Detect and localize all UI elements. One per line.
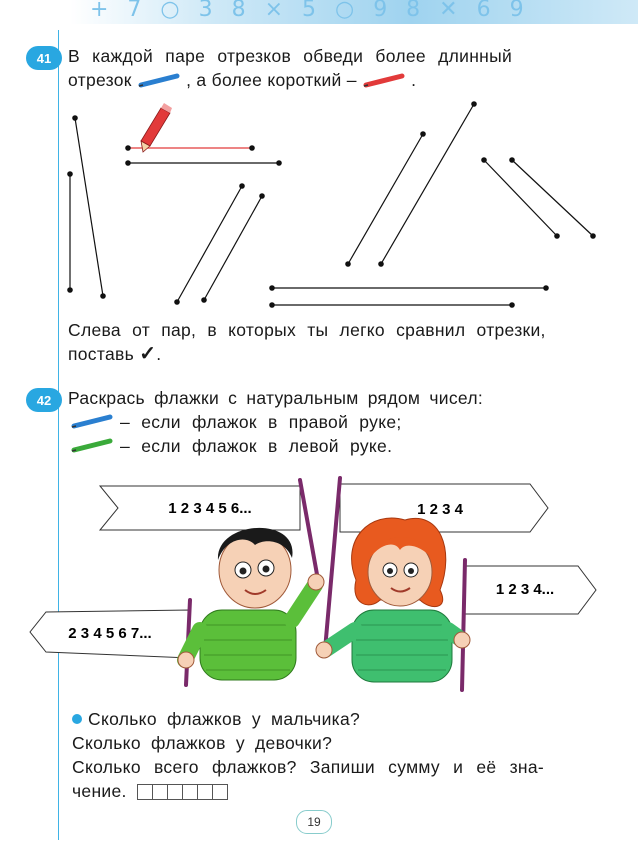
task-number-41: 41 bbox=[26, 46, 62, 70]
task-number-42: 42 bbox=[26, 388, 62, 412]
task42-line3: – если флажок в левой руке. bbox=[120, 436, 393, 456]
flag-4-label: 2 3 4 5 6 7... bbox=[68, 625, 152, 642]
task42-line1: Раскрась флажки с натуральным рядом чисел: bbox=[68, 388, 484, 408]
girl-illustration bbox=[316, 518, 470, 682]
task41-after2-b: . bbox=[156, 344, 162, 364]
page-number: 19 bbox=[296, 810, 332, 834]
task41-after2-a: поставь bbox=[68, 344, 135, 364]
segment-pair-diagonal-middle bbox=[346, 102, 476, 266]
question-1-text: Сколько флажков у мальчика? bbox=[88, 709, 361, 729]
question-4 bbox=[72, 779, 228, 806]
task41-after2 bbox=[68, 342, 161, 366]
flag-2-label: 1 2 3 4 bbox=[417, 501, 463, 518]
flags-illustration bbox=[0, 460, 638, 700]
bullet-icon bbox=[72, 714, 82, 724]
flag-1 bbox=[100, 486, 300, 530]
segment-pair-diagonal-right bbox=[482, 158, 595, 238]
question-1 bbox=[72, 707, 360, 731]
task41-line2-c: . bbox=[411, 70, 417, 90]
green-pencil-icon bbox=[70, 437, 114, 453]
segments-figure bbox=[0, 0, 638, 330]
task41-line2-b: , а более короткий – bbox=[186, 70, 357, 90]
red-pencil-drawing-icon bbox=[141, 103, 172, 152]
task41-line2-a: отрезок bbox=[68, 70, 132, 90]
task41-line1: В каждой паре отрезков обведи более длинный bbox=[68, 46, 513, 66]
segment-pair-horizontal bbox=[126, 146, 281, 165]
segment-pair-horizontal-bottom bbox=[270, 286, 548, 307]
decor-numbers: + 7 ○ 3 8 ⨯ 5 ○ 9 8 ✕ 6 9 bbox=[90, 0, 530, 22]
segment-pair-vertical bbox=[68, 116, 105, 298]
task41-after1: Слева от пар, в которых ты легко сравнил отрезки, bbox=[68, 320, 546, 340]
segment-pair-diagonal-left bbox=[175, 184, 264, 304]
flag-3 bbox=[465, 566, 596, 614]
answer-boxes[interactable] bbox=[138, 782, 228, 806]
checkmark-icon: ✓ bbox=[139, 343, 157, 365]
question-3: Сколько всего флажков? Запиши сумму и её зна- bbox=[72, 757, 545, 777]
flag-1-label: 1 2 3 4 5 6... bbox=[168, 500, 252, 517]
blue-pencil-icon-2 bbox=[70, 413, 114, 429]
question-2: Сколько флажков у девочки? bbox=[72, 733, 333, 753]
flag-3-label: 1 2 3 4... bbox=[495, 581, 555, 598]
flag-4 bbox=[30, 610, 190, 658]
question-4-text: чение. bbox=[72, 781, 127, 801]
boy-illustration bbox=[178, 528, 324, 680]
task42-line2: – если флажок в правой руке; bbox=[120, 412, 402, 432]
